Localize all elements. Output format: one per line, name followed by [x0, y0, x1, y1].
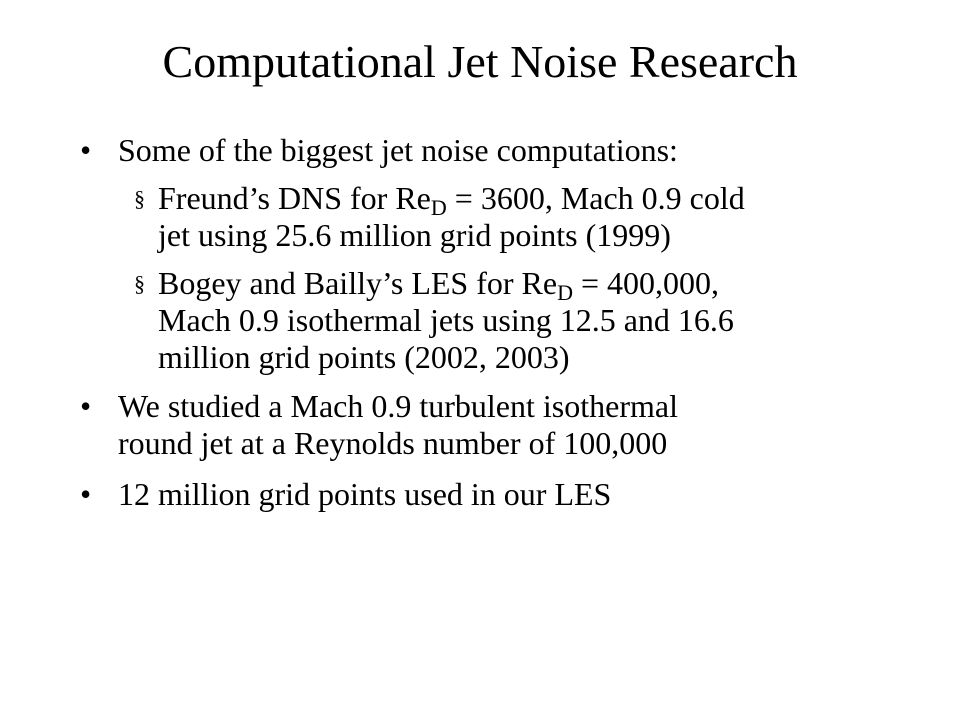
bullet-text: Some of the biggest jet noise computations: — [118, 132, 678, 168]
bullet-marker: • — [80, 132, 92, 168]
subbullet-line-2: Mach 0.9 isothermal jets using 12.5 and 16.6 — [158, 302, 734, 338]
slide-content — [80, 132, 920, 513]
slide-title: Computational Jet Noise Research — [162, 36, 798, 87]
subbullet-bogey-bailly-les — [80, 265, 920, 376]
subscript-d: D — [557, 280, 573, 305]
subbullet-line-1 — [158, 180, 920, 220]
subscript-d: D — [430, 195, 447, 220]
subbullet-text-post: = 3600, Mach 0.9 cold — [446, 180, 745, 216]
bullet-we-studied — [80, 388, 920, 462]
subbullet-freund-dns — [80, 180, 920, 254]
subbullet-marker: § — [134, 271, 145, 296]
bullet-line-1: We studied a Mach 0.9 turbulent isothermal — [118, 388, 678, 424]
subbullet-line-2: jet using 25.6 million grid points (1999) — [158, 217, 671, 253]
subbullet-text-pre: Bogey and Bailly’s LES for Re — [158, 265, 558, 301]
subbullet-line-1 — [158, 265, 920, 305]
bullet-biggest-computations — [80, 132, 920, 169]
subbullet-marker: § — [134, 186, 145, 211]
bullet-line-2: round jet at a Reynolds number of 100,000 — [118, 425, 668, 461]
subbullet-line-3: million grid points (2002, 2003) — [158, 339, 570, 375]
bullet-marker: • — [80, 476, 92, 512]
bullet-marker: • — [80, 388, 92, 424]
bullet-12-million — [80, 476, 920, 513]
subbullet-text-pre: Freund’s DNS for Re — [158, 180, 431, 216]
subbullet-text-post: = 400,000, — [572, 265, 719, 301]
bullet-text: 12 million grid points used in our LES — [118, 476, 612, 512]
